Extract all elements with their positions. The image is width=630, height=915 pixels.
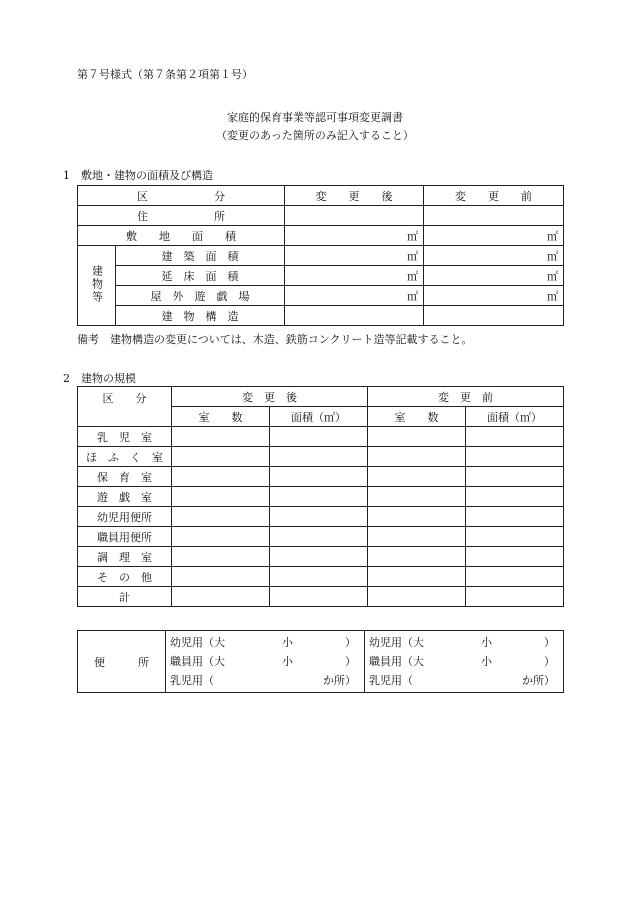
toilet-line-prefix: 乳児用（ xyxy=(170,674,214,687)
toilet-line-prefix: 幼児用（大 xyxy=(369,636,424,649)
toilet-line-small: 小 xyxy=(282,636,293,649)
row-playground-label: 屋 外 遊 戯 場 xyxy=(116,286,285,306)
before-rooms-cell[interactable] xyxy=(368,507,466,527)
site-area-after-unit[interactable]: ㎡ xyxy=(285,226,424,246)
after-area-cell[interactable] xyxy=(270,507,368,527)
after-area-cell[interactable] xyxy=(270,427,368,447)
table-row xyxy=(78,527,564,547)
table-row xyxy=(78,186,564,206)
row-label: 保 育 室 xyxy=(78,467,172,487)
table-row xyxy=(78,286,564,306)
after-area-cell[interactable] xyxy=(270,547,368,567)
address-before-cell[interactable] xyxy=(424,206,564,226)
toilet-line-prefix: 幼児用（大 xyxy=(170,636,225,649)
before-area-cell[interactable] xyxy=(466,447,564,467)
row-label: そ の 他 xyxy=(78,567,172,587)
floor-area-before-unit[interactable]: ㎡ xyxy=(424,266,564,286)
building-area-before-unit[interactable]: ㎡ xyxy=(424,246,564,266)
form-number: 第７号様式（第７条第２項第１号） xyxy=(77,68,253,81)
table-row xyxy=(78,507,564,527)
table-row xyxy=(78,226,564,246)
site-building-table xyxy=(77,185,564,326)
toilet-line-prefix: 職員用（大 xyxy=(369,655,424,668)
playground-after-unit[interactable]: ㎡ xyxy=(285,286,424,306)
before-rooms-cell[interactable] xyxy=(368,547,466,567)
before-rooms-cell[interactable] xyxy=(368,567,466,587)
table-row xyxy=(78,206,564,226)
toilet-line-prefix: 職員用（大 xyxy=(170,655,225,668)
after-area-cell[interactable] xyxy=(270,447,368,467)
toilet-before-cell[interactable] xyxy=(365,631,564,693)
header-before-area: 面積（㎡） xyxy=(466,407,564,427)
toilet-line-small: 小 xyxy=(481,636,492,649)
after-area-cell[interactable] xyxy=(270,467,368,487)
row-label: 計 xyxy=(78,587,172,607)
building-group-label: 建物等 xyxy=(78,246,116,326)
toilet-line-suffix: ） xyxy=(544,636,555,649)
building-scale-table xyxy=(77,386,564,607)
header-before-rooms: 室 数 xyxy=(368,407,466,427)
before-area-cell[interactable] xyxy=(466,567,564,587)
after-rooms-cell[interactable] xyxy=(172,567,270,587)
row-site-area-label: 敷 地 面 積 xyxy=(78,226,285,246)
table-row xyxy=(78,387,564,407)
table-row xyxy=(78,587,564,607)
before-area-cell[interactable] xyxy=(466,527,564,547)
after-rooms-cell[interactable] xyxy=(172,527,270,547)
table-row xyxy=(78,567,564,587)
toilet-line xyxy=(170,652,360,671)
section1-note: 備考 建物構造の変更については、木造、鉄筋コンクリート造等記載すること。 xyxy=(77,333,473,346)
row-label: 幼児用便所 xyxy=(78,507,172,527)
row-structure-label: 建 物 構 造 xyxy=(116,306,285,326)
header-before: 変 更 前 xyxy=(368,387,564,407)
toilet-label: 便 所 xyxy=(78,631,166,693)
after-rooms-cell[interactable] xyxy=(172,507,270,527)
toilet-line-suffix: ） xyxy=(345,655,356,668)
toilet-line xyxy=(170,671,360,690)
row-label: 調 理 室 xyxy=(78,547,172,567)
table-row xyxy=(78,447,564,467)
row-address-label: 住 所 xyxy=(78,206,285,226)
header-category: 区 分 xyxy=(78,387,172,427)
section1-heading: 1 敷地・建物の面積及び構造 xyxy=(63,169,213,182)
structure-after-cell[interactable] xyxy=(285,306,424,326)
row-label: 職員用便所 xyxy=(78,527,172,547)
section2-heading: 2 建物の規模 xyxy=(63,372,136,385)
toilet-line xyxy=(170,633,360,652)
toilet-line-suffix: ） xyxy=(345,636,356,649)
after-rooms-cell[interactable] xyxy=(172,587,270,607)
after-area-cell[interactable] xyxy=(270,587,368,607)
after-rooms-cell[interactable] xyxy=(172,467,270,487)
structure-before-cell[interactable] xyxy=(424,306,564,326)
header-after-area: 面積（㎡） xyxy=(270,407,368,427)
table-row xyxy=(78,547,564,567)
before-area-cell[interactable] xyxy=(466,467,564,487)
form-subtitle: （変更のあった箇所のみ記入すること） xyxy=(216,129,414,142)
before-area-cell[interactable] xyxy=(466,507,564,527)
header-after-rooms: 室 数 xyxy=(172,407,270,427)
toilet-table xyxy=(77,630,564,693)
toilet-line-suffix: か所） xyxy=(522,674,555,687)
table-row xyxy=(78,487,564,507)
after-rooms-cell[interactable] xyxy=(172,427,270,447)
form-title: 家庭的保育事業等認可事項変更調書 xyxy=(227,111,403,124)
header-category: 区 分 xyxy=(78,186,285,206)
before-rooms-cell[interactable] xyxy=(368,527,466,547)
after-rooms-cell[interactable] xyxy=(172,547,270,567)
before-rooms-cell[interactable] xyxy=(368,587,466,607)
table-row xyxy=(78,306,564,326)
after-rooms-cell[interactable] xyxy=(172,487,270,507)
row-label: 遊 戯 室 xyxy=(78,487,172,507)
toilet-line-suffix: ） xyxy=(544,655,555,668)
before-area-cell[interactable] xyxy=(466,487,564,507)
before-rooms-cell[interactable] xyxy=(368,427,466,447)
row-label: ほ ふ く 室 xyxy=(78,447,172,467)
floor-area-after-unit[interactable]: ㎡ xyxy=(285,266,424,286)
table-row xyxy=(78,266,564,286)
address-after-cell[interactable] xyxy=(285,206,424,226)
before-rooms-cell[interactable] xyxy=(368,487,466,507)
site-area-before-unit[interactable]: ㎡ xyxy=(424,226,564,246)
table-row xyxy=(78,427,564,447)
after-area-cell[interactable] xyxy=(270,527,368,547)
before-area-cell[interactable] xyxy=(466,547,564,567)
toilet-line-prefix: 乳児用（ xyxy=(369,674,413,687)
after-area-cell[interactable] xyxy=(270,567,368,587)
header-before: 変 更 前 xyxy=(424,186,564,206)
toilet-after-cell[interactable] xyxy=(166,631,365,693)
playground-before-unit[interactable]: ㎡ xyxy=(424,286,564,306)
before-area-cell[interactable] xyxy=(466,427,564,447)
building-area-after-unit[interactable]: ㎡ xyxy=(285,246,424,266)
row-building-area-label: 建 築 面 積 xyxy=(116,246,285,266)
row-floor-area-label: 延 床 面 積 xyxy=(116,266,285,286)
before-rooms-cell[interactable] xyxy=(368,447,466,467)
before-area-cell[interactable] xyxy=(466,587,564,607)
after-rooms-cell[interactable] xyxy=(172,447,270,467)
header-after: 変 更 後 xyxy=(285,186,424,206)
table-row xyxy=(78,467,564,487)
after-area-cell[interactable] xyxy=(270,487,368,507)
header-after: 変 更 後 xyxy=(172,387,368,407)
toilet-line xyxy=(369,633,559,652)
toilet-line xyxy=(369,671,559,690)
toilet-line-suffix: か所） xyxy=(323,674,356,687)
toilet-line xyxy=(369,652,559,671)
toilet-line-small: 小 xyxy=(282,655,293,668)
row-label: 乳 児 室 xyxy=(78,427,172,447)
before-rooms-cell[interactable] xyxy=(368,467,466,487)
toilet-line-small: 小 xyxy=(481,655,492,668)
table-row xyxy=(78,246,564,266)
